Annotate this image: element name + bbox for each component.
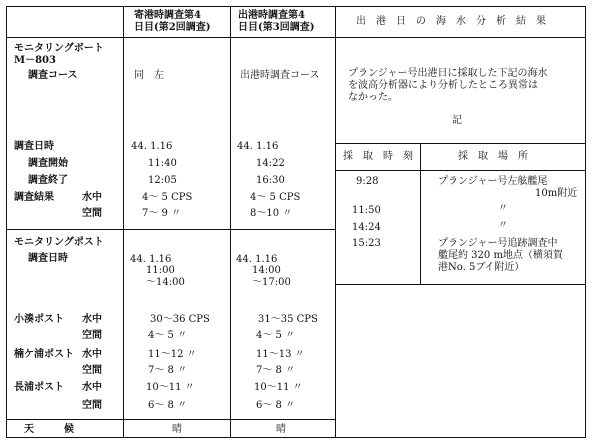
boat-id: M－803: [14, 55, 56, 66]
analysis-place-4a: プランジャー号追跡調査中: [438, 238, 558, 249]
post-date-col2-line1: 44. 1.16: [130, 254, 172, 265]
post-date-col2-line3: ～14:00: [146, 277, 185, 288]
post-date-label: 調査日時: [28, 253, 68, 264]
result-label: 調査結果: [14, 192, 54, 203]
analysis-time-4: 15:23: [352, 238, 381, 249]
course-col2: 同 左: [134, 70, 164, 81]
analysis-header-top: [336, 143, 586, 144]
date-label: 調査日時: [14, 141, 54, 152]
header-col4: 出 港 日 の 海 水 分 析 結 果: [356, 16, 546, 27]
boat-water-col3: 4～ 5 CPS: [250, 192, 301, 203]
station-water-col3: 31～35 CPS: [258, 314, 318, 325]
analysis-place-3: 〃: [498, 220, 508, 231]
border-bottom: [6, 437, 586, 438]
date-col3: 44. 1.16: [237, 141, 279, 152]
station-water-label: 水中: [82, 382, 102, 393]
station-air-col3: 7～ 8 〃: [256, 365, 296, 376]
analysis-place-1a: プランジャー号左舷艦尾: [438, 176, 548, 187]
station-water-col2: 30～36 CPS: [150, 314, 210, 325]
analysis-col-divider: [420, 143, 421, 284]
date-col2: 44. 1.16: [131, 141, 173, 152]
boat-air-label: 空間: [82, 208, 102, 219]
station-air-label: 空間: [82, 330, 102, 341]
analysis-place-1b: 10m附近: [535, 188, 578, 199]
start-col2: 11:40: [148, 158, 177, 169]
station-water-col3: 10～11 〃: [254, 382, 303, 393]
start-label: 調査開始: [28, 158, 68, 169]
analysis-place-4c: 港No. 5ブイ附近）: [438, 262, 525, 273]
station-air-col3: 4～ 5 〃: [256, 330, 296, 341]
station-name: 小湊ポスト: [14, 314, 64, 325]
analysis-text-line1: プランジャー号出港日に採取した下記の海水: [348, 68, 548, 79]
station-air-label: 空間: [82, 365, 102, 376]
analysis-time-3: 14:24: [352, 222, 381, 233]
station-air-col3: 6～ 8 〃: [256, 400, 296, 411]
post-title: モニタリングポスト: [14, 237, 104, 248]
station-air-col2: 7～ 8 〃: [148, 365, 188, 376]
course-label: 調査コース: [28, 70, 78, 81]
analysis-text-line2: を波高分析器により分析したところ異常は: [348, 80, 538, 91]
header-col2-line2: 日目(第2回調査): [134, 22, 211, 33]
header-line: [6, 37, 586, 38]
station-name: 長浦ポスト: [14, 382, 64, 393]
header-col2-line1: 寄港時調査第4: [134, 10, 201, 21]
border-left: [6, 6, 7, 438]
border-top: [6, 6, 586, 7]
station-water-col3: 11～13 〃: [256, 349, 305, 360]
course-col3: 出港時調査コース: [240, 70, 320, 81]
divider-col2: [230, 6, 231, 438]
boat-title: モニタリングボート: [14, 43, 104, 54]
boat-air-col2: 7～ 9 〃: [142, 208, 182, 219]
end-col3: 16:30: [256, 175, 285, 186]
station-water-label: 水中: [82, 349, 102, 360]
station-air-label: 空間: [82, 400, 102, 411]
analysis-place-2: 〃: [498, 203, 508, 214]
start-col3: 14:22: [256, 158, 285, 169]
post-date-col3-line3: ～17:00: [252, 277, 291, 288]
analysis-col-place: 採 取 場 所: [458, 151, 528, 162]
station-air-col2: 4～ 5 〃: [148, 330, 188, 341]
post-date-col3-line2: 14:00: [252, 265, 281, 276]
station-water-label: 水中: [82, 314, 102, 325]
station-water-col2: 11～12 〃: [148, 349, 197, 360]
weather-line: [6, 419, 336, 420]
analysis-col-time: 採 取 時 刻: [343, 151, 413, 162]
analysis-text-line3: なかった。: [348, 92, 398, 103]
boat-water-col2: 4～ 5 CPS: [142, 192, 193, 203]
analysis-header-bottom: [336, 170, 586, 171]
border-right: [585, 6, 586, 438]
header-col3-line2: 日目(第3回調査): [238, 22, 315, 33]
station-air-col2: 6～ 8 〃: [148, 400, 188, 411]
analysis-place-4b: 艦尾約 320 m地点（横須賀: [438, 250, 563, 261]
end-label: 調査終了: [28, 175, 68, 186]
station-name: 楠ケ浦ポスト: [14, 349, 74, 360]
post-date-col3-line1: 44. 1.16: [236, 254, 278, 265]
boat-water-label: 水中: [82, 192, 102, 203]
weather-col3: 晴: [276, 424, 286, 435]
weather-label: 天 候: [24, 424, 74, 435]
divider-col1: [123, 6, 124, 438]
analysis-time-2: 11:50: [352, 205, 381, 216]
section-line: [6, 229, 336, 230]
analysis-time-1: 9:28: [356, 176, 379, 187]
end-col2: 12:05: [148, 175, 177, 186]
divider-col3: [335, 6, 336, 438]
analysis-end-line: [336, 284, 586, 285]
header-col3-line1: 出港時調査第4: [238, 10, 305, 21]
post-date-col2-line2: 11:00: [146, 265, 175, 276]
weather-col2: 晴: [172, 424, 182, 435]
boat-air-col3: 8～10 〃: [250, 208, 293, 219]
analysis-ki: 記: [452, 115, 462, 126]
station-water-col2: 10～11 〃: [146, 382, 195, 393]
